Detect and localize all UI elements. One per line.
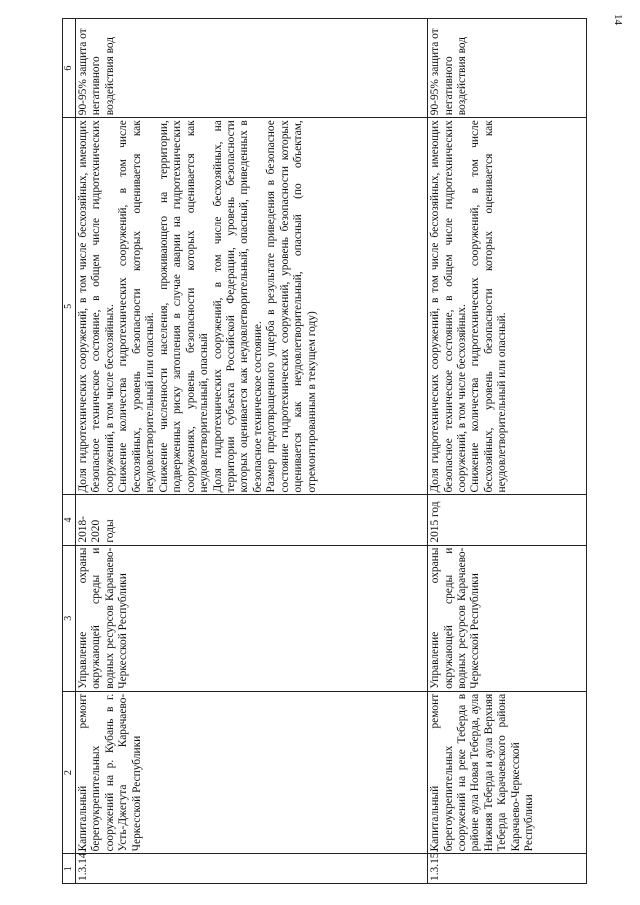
column-number: 4 [63,495,76,545]
column-number: 2 [63,691,76,854]
indicators [428,118,587,495]
expected-result: 90-95% защита от негативного воздействия вод [76,19,428,118]
page-number: 14 [612,14,624,25]
column-number: 1 [63,854,76,884]
indicator-text: Снижение численности населения, проживающего на территории, подверженных риску затопления в случае аварии на гидротехнических сооружениях, уровень безопасности которых оценивается как неудовлетворительный, опасный [157,120,211,493]
rotated-table-area [62,18,587,884]
indicators [76,118,428,495]
period: 2018-2020 годы [76,495,428,545]
period: 2015 год [428,495,587,545]
row-number: 1.3.14. [76,854,428,884]
expected-result: 90-95% защита от негативного воздействия вод [428,19,587,118]
measure-name: Капитальный ремонт берегоукрепительных сооружений на реке Теберда в районе аула Новая Теберда, аула Нижняя Теберда и аула Верхняя Теберда Карачаевского района Карачаево-Черкесской Республики [428,691,587,854]
measures-table [62,18,587,884]
indicator-text: Размер предотвращенного ущерба в результате приведения в безопасное состояние гидротехнических сооружений, уровень безопасности которых оценивается как неудовлетворительный, опасный (по объектам, отремонтированным в текущем году) [265,120,318,493]
column-number: 3 [63,545,76,691]
executor: Управление охраны окружающей среды и водных ресурсов Карачаево-Черкесской Республики [76,545,428,691]
indicator-text: Доля гидротехнических сооружений, в том числе бесхозяйных, на территории субъекта Российской Федерации, уровень безопасности которых оценивается как неудовлетворительный, опасный, приведенных в безопасное техническое состояние. [211,120,264,493]
executor: Управление охраны окружающей среды и водных ресурсов Карачаево-Черкесской Республики [428,545,587,691]
table-row [428,19,587,884]
row-number: 1.3.15. [428,854,587,884]
column-number: 6 [63,19,76,118]
column-number-row [63,19,76,884]
indicator-text: Доля гидротехнических сооружений, в том числе бесхозяйных, имеющих безопасное техническое состояние, в общем числе гидротехнических сооружений, в том числе бесхозяйных. [77,120,116,493]
indicator-text: Снижение количества гидротехнических сооружений, в том числе бесхозяйных, уровень безопасности которых оценивается как неудовлетворительный или опасный. [117,120,157,493]
indicator-text: Снижение количества гидротехнических сооружений, в том числе бесхозяйных, уровень безопасности которых оценивается как неудовлетворительный или опасный. [469,120,509,493]
measure-name: Капитальный ремонт берегоукрепительных сооружений на р. Кубань в г. Усть-Джегута Карачаево-Черкесской Республики [76,691,428,854]
table-row [76,19,428,884]
column-number: 5 [63,118,76,495]
indicator-text: Доля гидротехнических сооружений, в том числе бесхозяйных, имеющих безопасное техническое состояние, в общем числе гидротехнических сооружений, в том числе бесхозяйных. [429,120,469,493]
